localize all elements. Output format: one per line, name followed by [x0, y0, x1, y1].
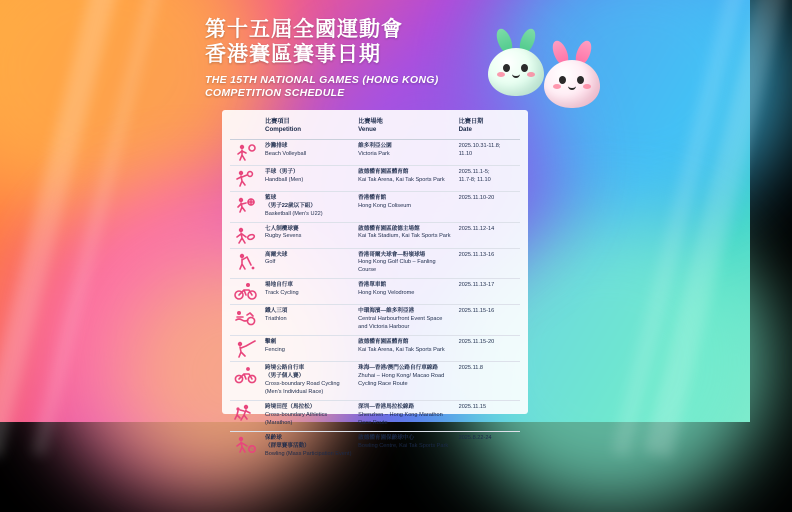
competition-zh: 手球（男子）: [265, 168, 299, 175]
date-value: 2025.8.22-24: [458, 434, 492, 441]
venue-en: Kai Tak Stadium, Kai Tak Sports Park: [358, 233, 451, 240]
handball-icon: [233, 168, 259, 188]
venue-zh: 啟德體育園區啟德主場館: [358, 225, 420, 232]
table-row: [230, 222, 520, 248]
row-icon-cell: [230, 139, 262, 165]
title-english-line2: COMPETITION SCHEDULE: [205, 87, 345, 100]
table-row: [230, 362, 520, 401]
venue-en: Bowling Centre, Kai Tak Sports Park: [358, 442, 449, 449]
competition-en: Beach Volleyball: [265, 150, 307, 157]
competition-zh: 跨境田徑（馬拉松）: [265, 403, 316, 410]
table-row: [230, 279, 520, 305]
row-icon-cell: [230, 191, 262, 222]
table-body: [230, 139, 520, 461]
venue-en: Hong Kong Velodrome: [358, 290, 415, 297]
competition-zh: 場地自行車: [265, 282, 293, 289]
row-competition-cell: [262, 305, 355, 336]
road-cycling-icon: [233, 364, 259, 384]
date-value: 2025.11.10-20: [458, 194, 495, 201]
competition-zh: 七人制欖球賽: [265, 225, 299, 232]
fencing-icon: [233, 338, 259, 358]
row-competition-cell: [262, 139, 355, 165]
header-competition-en: Competition: [265, 126, 302, 134]
date-value: 2025.11.15-20: [458, 339, 495, 346]
basketball-icon: [233, 194, 259, 214]
rugby-icon: [233, 225, 259, 245]
table-row: [230, 139, 520, 165]
venue-en: Shenzhen – Hong Kong Marathon Race Route: [358, 411, 443, 426]
marathon-icon: [233, 403, 259, 423]
venue-zh: 中環海濱—維多利亞港: [358, 308, 415, 315]
row-icon-cell: [230, 222, 262, 248]
date-value: 2025.11.15-16: [458, 308, 495, 315]
row-icon-cell: [230, 400, 262, 431]
row-venue-cell: [355, 400, 455, 431]
row-venue-cell: [355, 362, 455, 401]
venue-en: Zhuhai – Hong Kong/ Macao Road Cycling Race Route: [358, 373, 445, 388]
beach-volleyball-icon: [233, 142, 259, 162]
row-icon-cell: [230, 305, 262, 336]
table-row: [230, 305, 520, 336]
header-competition-zh: 比賽項目: [265, 118, 290, 125]
row-venue-cell: [355, 336, 455, 362]
table-row: [230, 336, 520, 362]
row-venue-cell: [355, 191, 455, 222]
row-date-cell: [456, 305, 520, 336]
row-competition-cell: [262, 248, 355, 279]
row-date-cell: [456, 165, 520, 191]
row-competition-cell: [262, 165, 355, 191]
header-venue-en: Venue: [358, 126, 377, 134]
venue-zh: 深圳—香港馬拉松線路: [358, 403, 415, 410]
date-value: 2025.11.12-14: [458, 225, 495, 232]
table-row: [230, 431, 520, 461]
row-competition-cell: [262, 191, 355, 222]
competition-zh-sub: （男子22歲以下組）: [265, 202, 316, 209]
competition-en: Fencing: [265, 347, 285, 354]
competition-zh: 沙灘排球: [265, 142, 288, 149]
venue-en: Central Harbourfront Event Space and Victoria Harbour: [358, 316, 443, 331]
table-row: [230, 165, 520, 191]
row-date-cell: [456, 400, 520, 431]
venue-zh: 維多利亞公園: [358, 142, 392, 149]
triathlon-icon: [233, 307, 259, 327]
table-row: [230, 400, 520, 431]
row-icon-cell: [230, 336, 262, 362]
row-venue-cell: [355, 165, 455, 191]
competition-zh: 鐵人三項: [265, 308, 288, 315]
date-value: 2025.11.15: [458, 403, 487, 410]
competition-en: Track Cycling: [265, 290, 299, 297]
row-date-cell: [456, 362, 520, 401]
row-date-cell: [456, 248, 520, 279]
competition-en: Handball (Men): [265, 176, 304, 183]
competition-en: Basketball (Men's U22): [265, 210, 323, 217]
row-competition-cell: [262, 362, 355, 401]
row-date-cell: [456, 431, 520, 461]
row-competition-cell: [262, 400, 355, 431]
row-icon-cell: [230, 248, 262, 279]
competition-zh: 保齡球: [265, 434, 282, 441]
golf-icon: [233, 251, 259, 271]
venue-en: Kai Tak Arena, Kai Tak Sports Park: [358, 176, 445, 183]
schedule-table: [230, 116, 520, 462]
header-icon-column: [230, 116, 262, 139]
header-venue: [355, 116, 455, 139]
row-icon-cell: [230, 165, 262, 191]
date-value: 2025.10.31-11.8; 11.10: [458, 142, 501, 157]
row-venue-cell: [355, 222, 455, 248]
header-row: [230, 116, 520, 139]
venue-zh: 香港單車館: [358, 282, 387, 289]
row-date-cell: [456, 336, 520, 362]
table-row: [230, 191, 520, 222]
venue-zh: 啟德體育園保齡球中心: [358, 434, 415, 441]
row-competition-cell: [262, 336, 355, 362]
row-venue-cell: [355, 139, 455, 165]
row-venue-cell: [355, 248, 455, 279]
schedule-card: [222, 110, 528, 457]
row-venue-cell: [355, 279, 455, 305]
row-competition-cell: [262, 431, 355, 461]
row-venue-cell: [355, 431, 455, 461]
competition-zh-sub: （群眾賽事活動）: [265, 442, 310, 449]
venue-en: Hong Kong Golf Club – Fanling Course: [358, 259, 436, 274]
venue-zh: 啟德體育園區體育館: [358, 168, 409, 175]
bowling-icon: [233, 434, 259, 454]
row-date-cell: [456, 222, 520, 248]
table-row: [230, 248, 520, 279]
mascot-green-icon: [488, 34, 544, 96]
row-competition-cell: [262, 222, 355, 248]
date-value: 2025.11.8: [458, 365, 484, 372]
row-date-cell: [456, 279, 520, 305]
row-date-cell: [456, 139, 520, 165]
date-value: 2025.11.13-16: [458, 251, 495, 258]
title-english-line1: THE 15TH NATIONAL GAMES (HONG KONG): [205, 73, 439, 86]
competition-zh: 籃球: [265, 194, 277, 201]
date-value: 2025.11.1-5; 11.7-8; 11.10: [458, 168, 491, 183]
date-value: 2025.11.13-17: [458, 282, 495, 289]
competition-zh-sub: （男子個人賽）: [265, 373, 305, 380]
title-chinese-line2: 香港賽區賽事日期: [205, 42, 381, 66]
venue-en: Hong Kong Coliseum: [358, 202, 411, 209]
competition-en: Bowling (Mass Participation Event): [265, 450, 352, 457]
table-header: [230, 116, 520, 139]
header-date: [456, 116, 520, 139]
venue-en: Kai Tak Arena, Kai Tak Sports Park: [358, 347, 445, 354]
venue-zh: 香港體育館: [358, 194, 387, 201]
mascot-illustration: [482, 24, 612, 110]
header-date-zh: 比賽日期: [458, 118, 484, 125]
row-venue-cell: [355, 305, 455, 336]
header-competition: [262, 116, 355, 139]
row-icon-cell: [230, 279, 262, 305]
row-date-cell: [456, 191, 520, 222]
row-icon-cell: [230, 431, 262, 461]
row-icon-cell: [230, 362, 262, 401]
row-competition-cell: [262, 279, 355, 305]
competition-zh: 擊劍: [265, 339, 277, 346]
competition-en: Cross-boundary Athletics (Marathon): [265, 411, 328, 426]
competition-en: Golf: [265, 259, 276, 266]
competition-en: Cross-boundary Road Cycling (Men's Individual Race): [265, 381, 340, 395]
title-chinese-line1: 第十五屆全國運動會: [205, 18, 403, 41]
competition-en: Triathlon: [265, 316, 287, 323]
header-date-en: Date: [458, 126, 472, 134]
competition-zh: 跨境公路自行車: [265, 365, 305, 372]
venue-zh: 啟德體育園區體育館: [358, 339, 409, 346]
venue-zh: 珠海—香港/澳門公路自行車線路: [358, 365, 438, 372]
header-venue-zh: 比賽場地: [358, 118, 383, 125]
venue-zh: 香港哥爾夫球會—粉嶺球場: [358, 251, 426, 258]
mascot-pink-icon: [544, 46, 600, 108]
venue-en: Victoria Park: [358, 150, 390, 157]
competition-en: Rugby Sevens: [265, 233, 302, 240]
competition-zh: 高爾夫球: [265, 251, 288, 258]
track-cycling-icon: [233, 281, 259, 301]
